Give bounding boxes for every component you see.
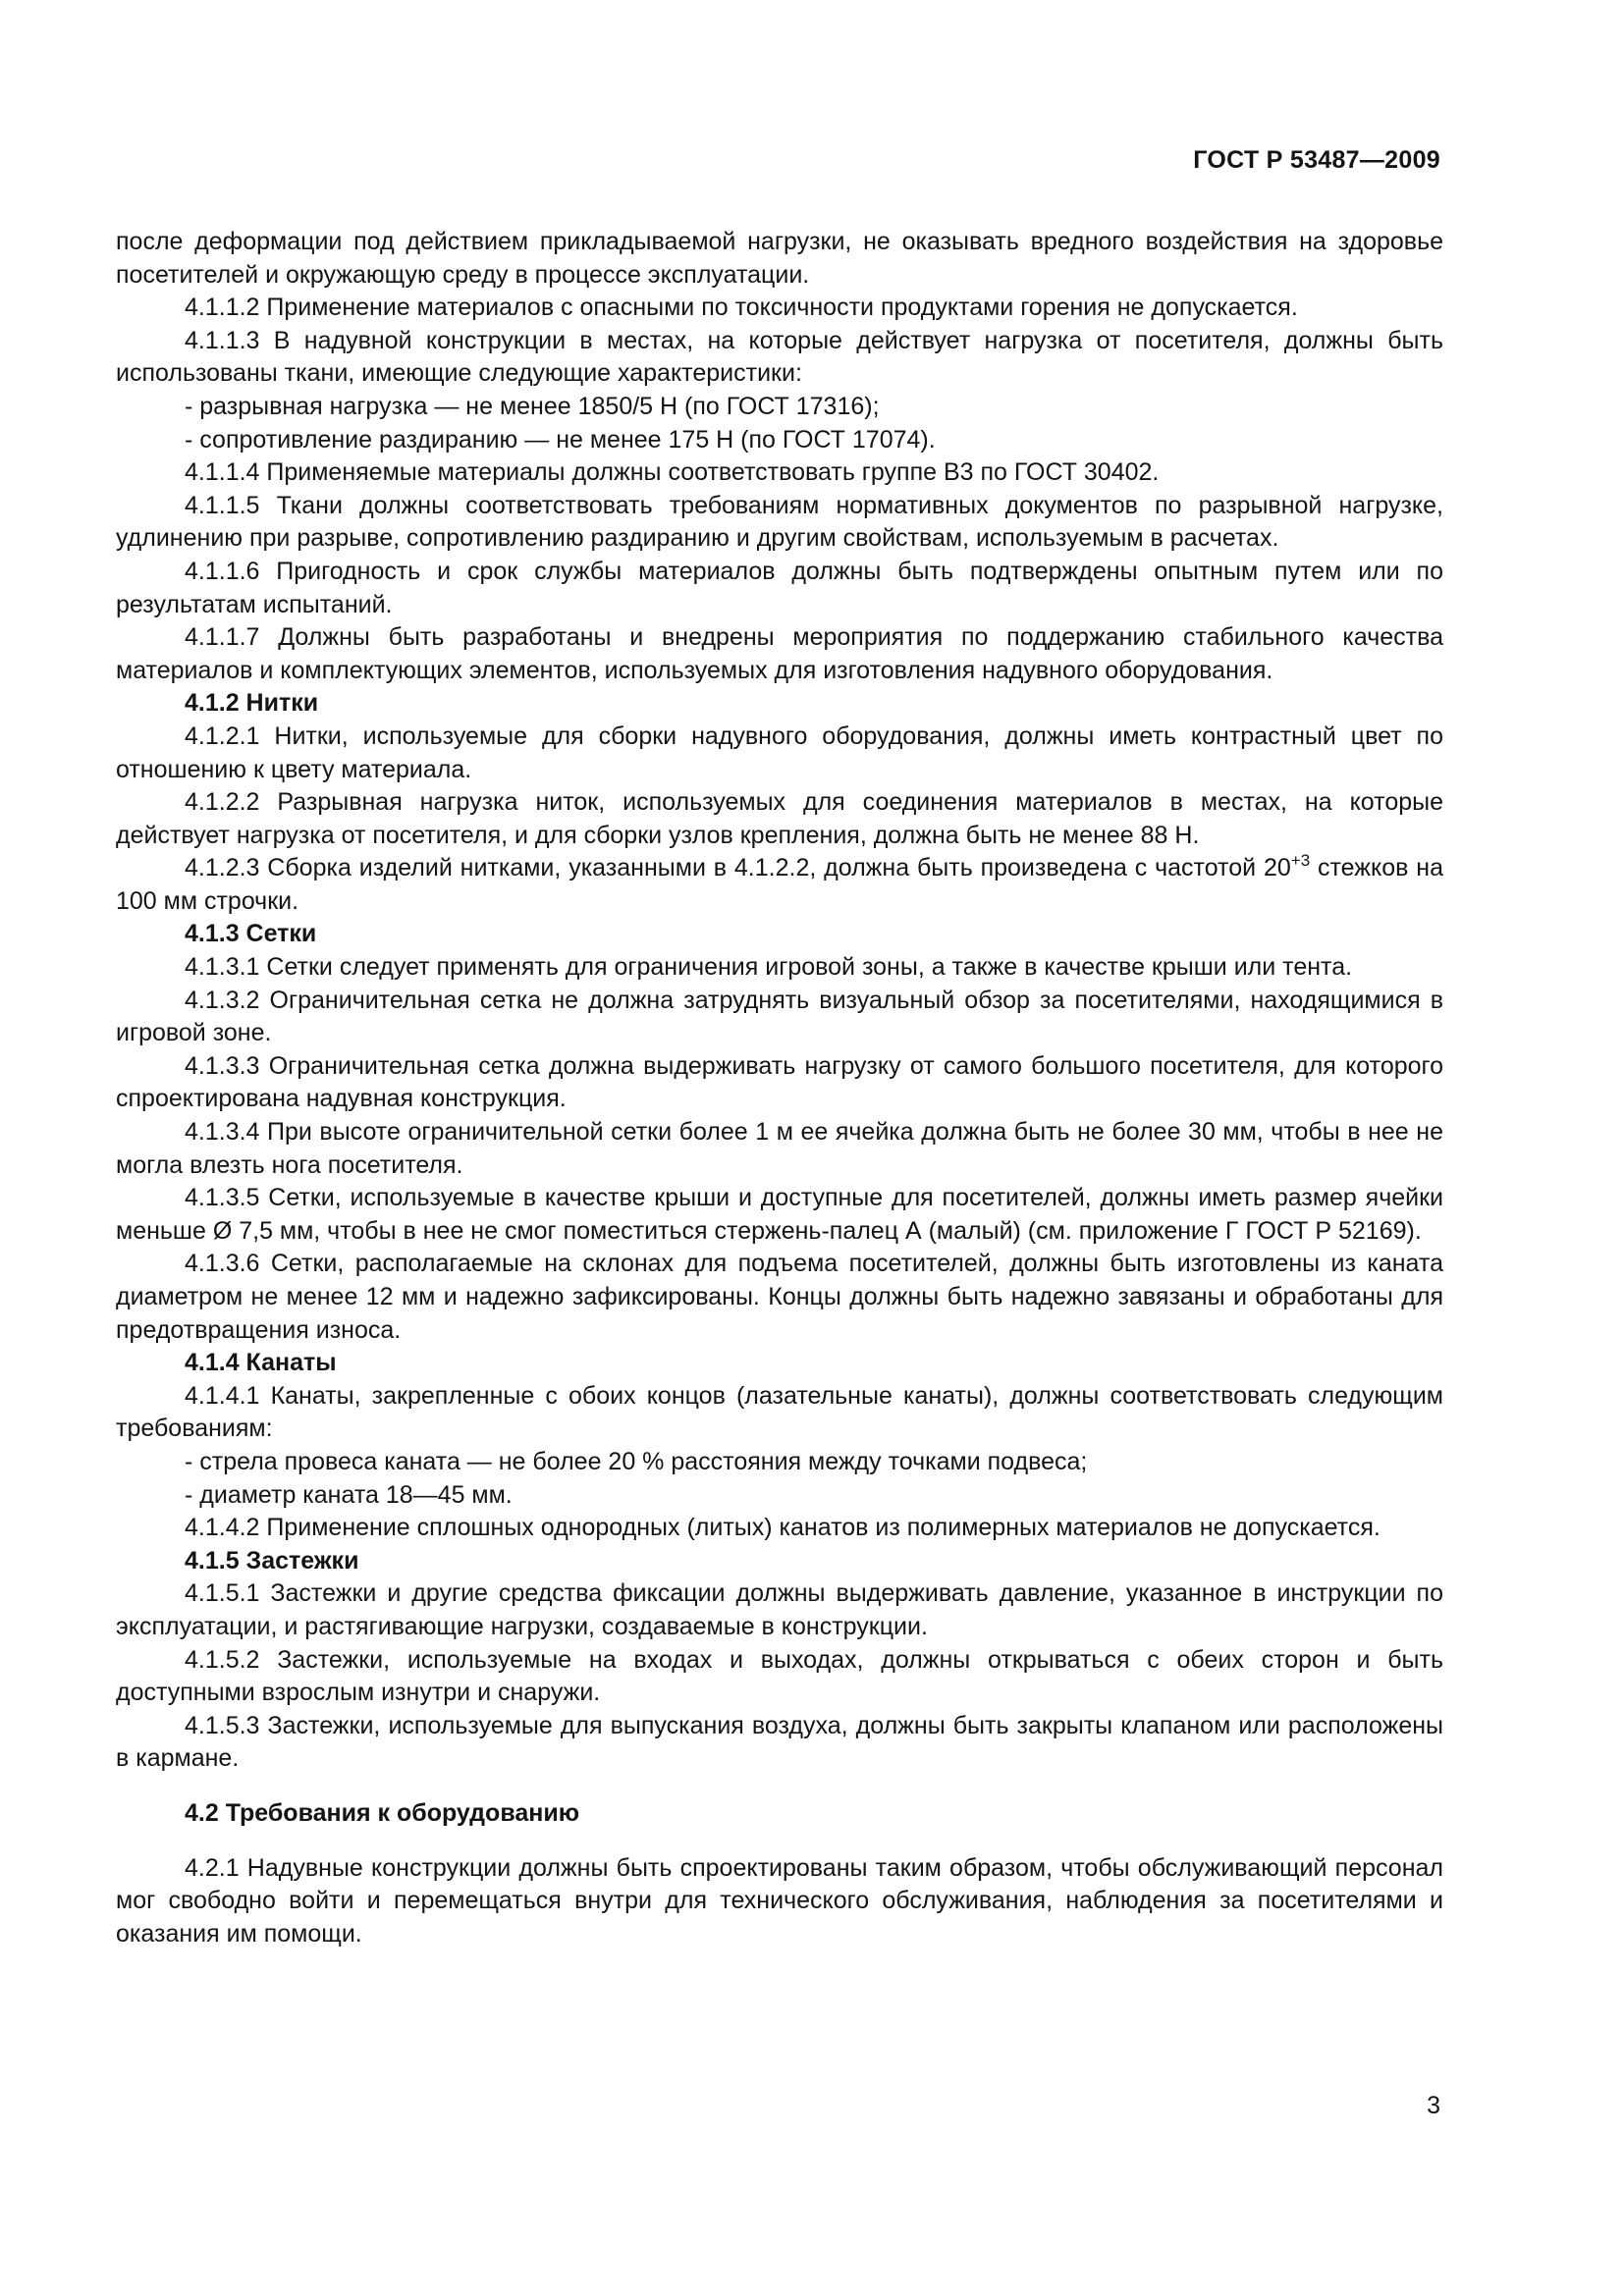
heading-4-2: 4.2 Требования к оборудованию — [185, 1798, 580, 1827]
paragraph-4-1-2-2: 4.1.2.2 Разрывная нагрузка ниток, используемых для соединения материалов в местах, на которые действует нагрузка от посетителя, и для сборки узлов крепления, должна быть не менее 88 Н. — [116, 788, 1443, 849]
paragraph-4-2-1: 4.2.1 Надувные конструкции должны быть спроектированы таким образом, чтобы обслуживающий персонал мог свободно войти и перемещаться внутри для технического обслуживания, наблюдения за посетителями и оказания им помощи. — [116, 1853, 1443, 1948]
paragraph-4-1-2-1: 4.1.2.1 Нитки, используемые для сборки надувного оборудования, должны иметь контрастный цвет по отношению к цвету материала. — [116, 721, 1443, 783]
paragraph-4-1-1-2: 4.1.1.2 Применение материалов с опасными по токсичности продуктами горения не допускается. — [185, 294, 1298, 322]
paragraph-4-1-2-3 — [116, 852, 1443, 918]
paragraph-4-1-1-5: 4.1.1.5 Ткани должны соответствовать требованиям нормативных документов по разрывной нагрузке, удлинению при разрыве, сопротивлению раздиранию и другим свойствам, используемым в расчетах. — [116, 491, 1443, 553]
list-item-sag: - стрела провеса каната — не более 20 % расстояния между точками подвеса; — [185, 1447, 1088, 1475]
paragraph-4-1-3-3: 4.1.3.3 Ограничительная сетка должна выдерживать нагрузку от самого большого посетителя, для которого спроектирована надувная конструкция. — [116, 1051, 1443, 1113]
paragraph-4-1-1-3: 4.1.1.3 В надувной конструкции в местах, на которые действует нагрузка от посетителя, должны быть использованы ткани, имеющие следующие характеристики: — [116, 326, 1443, 388]
list-item-tear-resistance: - сопротивление раздиранию — не менее 175 Н (по ГОСТ 17074). — [185, 425, 936, 454]
tolerance-superscript: +3 — [1290, 851, 1311, 871]
heading-4-1-4: 4.1.4 Канаты — [185, 1349, 337, 1377]
paragraph-4-1-3-5: 4.1.3.5 Сетки, используемые в качестве крыши и доступные для посетителей, должны иметь размер ячейки меньше Ø 7,5 мм, чтобы в нее не смог поместиться стержень-палец А (малый) (см. приложение Г ГОСТ Р 52169). — [116, 1184, 1443, 1245]
paragraph-4-1-1-4: 4.1.1.4 Применяемые материалы должны соответствовать группе В3 по ГОСТ 30402. — [185, 458, 1160, 487]
paragraph-4-1-3-6: 4.1.3.6 Сетки, располагаемые на склонах для подъема посетителей, должны быть изготовлены из каната диаметром не менее 12 мм и надежно зафиксированы. Концы должны быть надежно завязаны и обработаны для предотвращения износа. — [116, 1250, 1443, 1344]
paragraph-4-1-2-3-text: 4.1.2.3 Сборка изделий нитками, указанными в 4.1.2.2, должна быть произведена с частотой 20 — [185, 854, 1291, 882]
paragraph-4-1-4-1: 4.1.4.1 Канаты, закрепленные с обоих концов (лазательные канаты), должны соответствовать следующим требованиям: — [116, 1381, 1443, 1443]
list-item-tensile-load: - разрывная нагрузка — не менее 1850/5 Н (по ГОСТ 17316); — [185, 392, 880, 420]
heading-4-1-2: 4.1.2 Нитки — [185, 689, 319, 718]
page-number: 3 — [1427, 2092, 1440, 2119]
paragraph-4-1-2-3-tail: стежков на 100 мм строчки. — [116, 854, 1443, 915]
document-code-header: ГОСТ Р 53487—2009 — [1193, 146, 1440, 174]
document-body — [116, 226, 1443, 1950]
paragraph-continuation: после деформации под действием прикладываемой нагрузки, не оказывать вредного воздействия на здоровье посетителей и окружающую среду в процессе эксплуатации. — [116, 228, 1443, 289]
paragraph-4-1-4-2: 4.1.4.2 Применение сплошных однородных (литых) канатов из полимерных материалов не допускается. — [185, 1514, 1380, 1542]
paragraph-4-1-3-1: 4.1.3.1 Сетки следует применять для ограничения игровой зоны, а также в качестве крыши или тента. — [185, 953, 1353, 982]
paragraph-4-1-3-2: 4.1.3.2 Ограничительная сетка не должна затруднять визуальный обзор за посетителями, находящимися в игровой зоне. — [116, 986, 1443, 1047]
paragraph-4-1-1-6: 4.1.1.6 Пригодность и срок службы материалов должны быть подтверждены опытным путем или по результатам испытаний. — [116, 557, 1443, 618]
paragraph-4-1-5-1: 4.1.5.1 Застежки и другие средства фиксации должны выдерживать давление, указанное в инструкции по эксплуатации, и растягивающие нагрузки, создаваемые в конструкции. — [116, 1579, 1443, 1640]
heading-4-1-5: 4.1.5 Застежки — [185, 1546, 359, 1575]
paragraph-4-1-5-2: 4.1.5.2 Застежки, используемые на входах и выходах, должны открываться с обеих сторон и быть доступными взрослым изнутри и снаружи. — [116, 1645, 1443, 1707]
list-item-diameter: - диаметр каната 18—45 мм. — [185, 1480, 513, 1509]
paragraph-4-1-3-4: 4.1.3.4 При высоте ограничительной сетки более 1 м ее ячейка должна быть не более 30 мм, чтобы в нее не могла влезть нога посетителя. — [116, 1118, 1443, 1179]
paragraph-4-1-1-7: 4.1.1.7 Должны быть разработаны и внедрены мероприятия по поддержанию стабильного качества материалов и комплектующих элементов, используемых для изготовления надувного оборудования. — [116, 623, 1443, 684]
paragraph-4-1-5-3: 4.1.5.3 Застежки, используемые для выпускания воздуха, должны быть закрыты клапаном или расположены в кармане. — [116, 1711, 1443, 1773]
heading-4-1-3: 4.1.3 Сетки — [185, 920, 317, 948]
